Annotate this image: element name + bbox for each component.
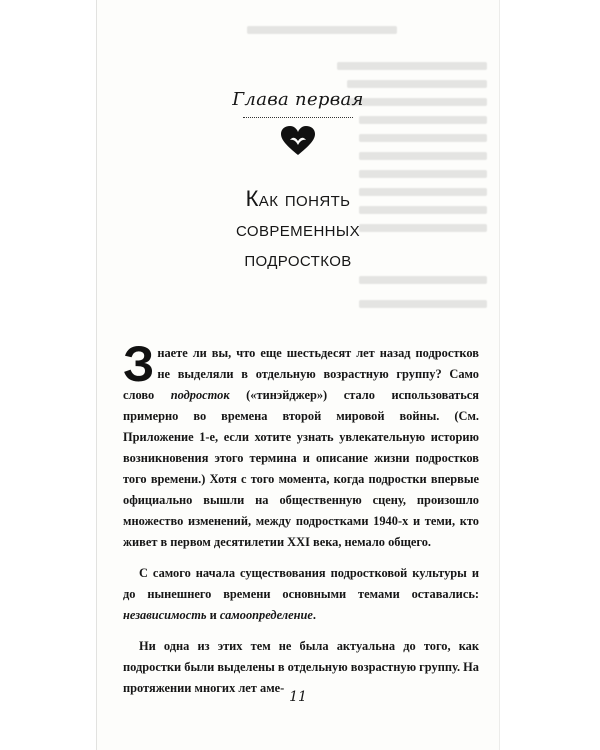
text: («тинэйджер») стало использоваться примерно во времена второй мировой войны. (См. Приложение 1-е, если хотите узнать увлекательную историю возникновения этого термина и описание жизни подростков того времени.) Хотя с того момента, когда подростки впервые официально вышли на общественную сцену, произошло множество изменений, между подростками 1940-х и теми, кто живет в первом десятилетии XXI века, немало общего. bbox=[123, 388, 479, 549]
title-line: подростков bbox=[244, 246, 352, 271]
text: и bbox=[206, 608, 220, 622]
emphasis: подросток bbox=[170, 388, 230, 402]
chapter-rule bbox=[243, 117, 353, 118]
page-number: 11 bbox=[289, 689, 307, 705]
text: наете ли вы, что еще шестьдесят лет назад подростков не выделяли в отдельную возрастную группу? Само слово bbox=[123, 346, 479, 402]
chapter-title bbox=[97, 184, 499, 274]
text: . bbox=[312, 608, 316, 622]
title-line: современных bbox=[235, 216, 361, 241]
heart-ornament-icon bbox=[281, 126, 315, 156]
emphasis: самоопределение bbox=[219, 608, 313, 622]
chapter-body bbox=[123, 336, 479, 709]
paragraph bbox=[123, 336, 479, 553]
title-line: Как понять bbox=[245, 186, 351, 211]
text: С самого начала существования подростковой культуры и до нынешнего времени основными темами оставались: bbox=[123, 566, 479, 601]
book-page bbox=[96, 0, 499, 750]
chapter-label: Глава первая bbox=[232, 89, 364, 110]
paragraph bbox=[123, 563, 479, 626]
show-through-text bbox=[97, 0, 499, 330]
emphasis: независимость bbox=[123, 608, 207, 622]
paragraph: Ни одна из этих тем не была актуальна до того, как подростки были выделены в отдельную возрастную группу. На протяжении многих лет аме- bbox=[123, 639, 479, 695]
drop-cap: З bbox=[123, 336, 155, 392]
